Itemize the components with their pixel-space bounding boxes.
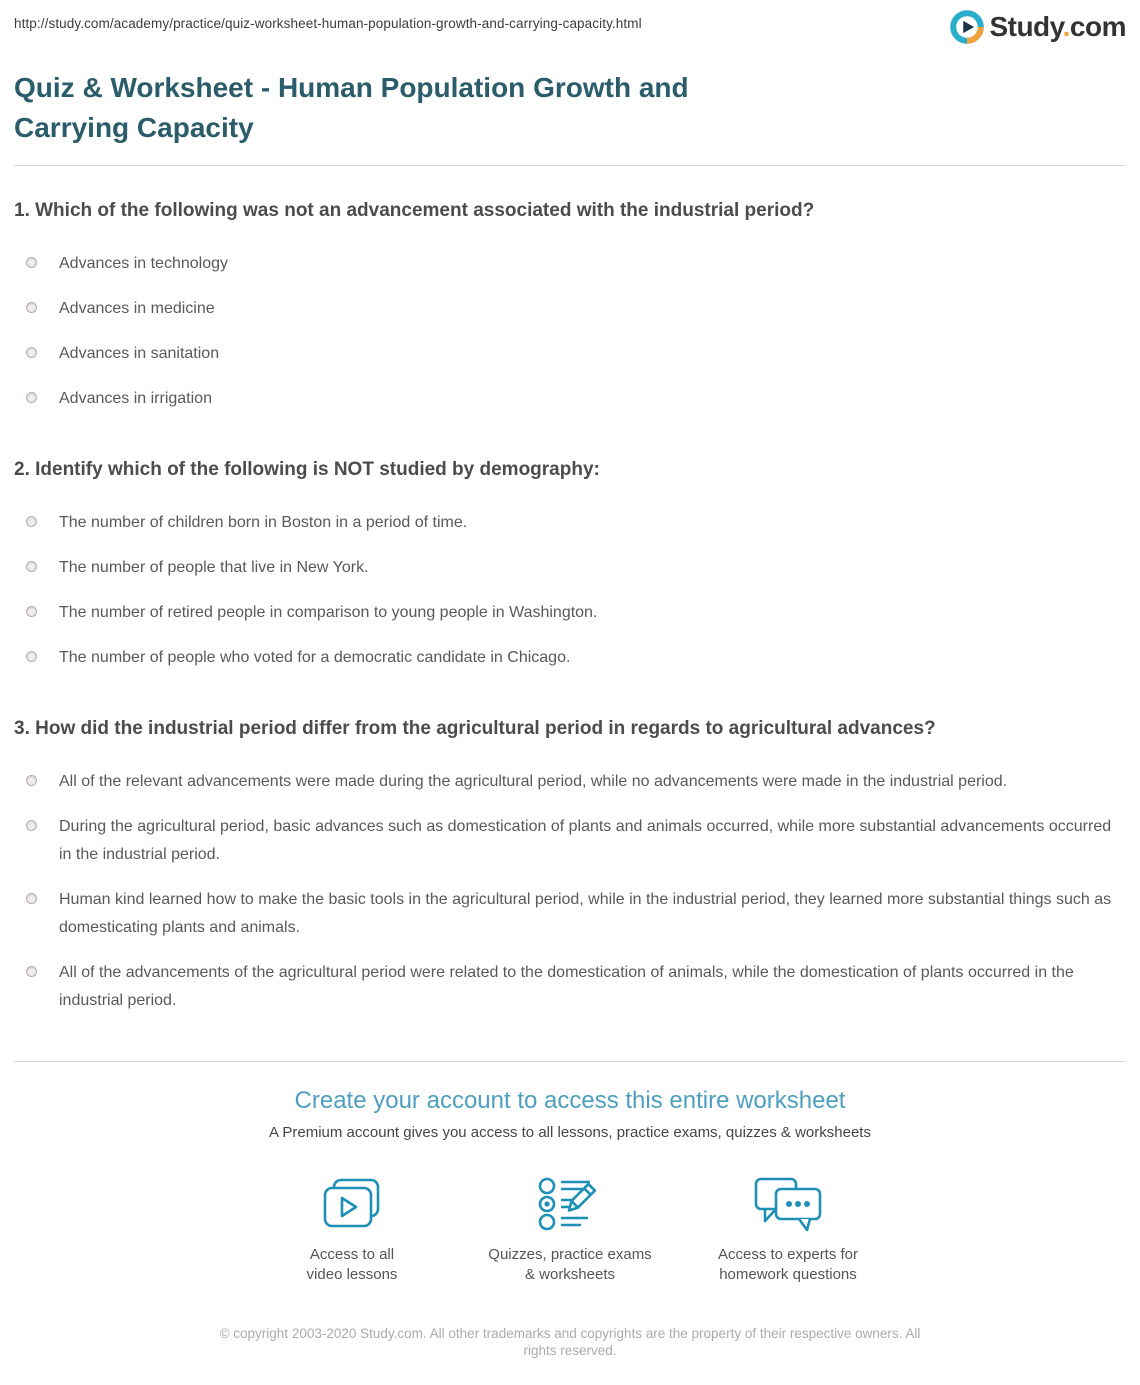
answer-option-row[interactable] [14,768,1126,796]
question-options [14,250,1126,413]
radio-button[interactable] [26,561,37,572]
page-url: http://study.com/academy/practice/quiz-worksheet-human-population-growth-and-carrying-capacity.html [14,16,642,31]
answer-option-label: The number of children born in Boston in a period of time. [59,514,468,531]
question-block [14,459,1126,672]
answer-option-label: Human kind learned how to make the basic tools in the agricultural period, while in the industrial period, they learned more substantial things such as domesticating plants and animals. [59,891,1112,936]
copyright-notice: © copyright 2003-2020 Study.com. All other trademarks and copyrights are the property of their respective owners. All rights reserved. [219,1326,921,1358]
answer-option-row[interactable] [14,959,1126,1015]
radio-button[interactable] [26,820,37,831]
answer-option-label: The number of people that live in New York. [59,559,369,576]
radio-button[interactable] [26,893,37,904]
question-heading: 2. Identify which of the following is NOT studied by demography: [14,459,600,480]
header [14,0,1126,44]
radio-button[interactable] [26,392,37,403]
video-lessons-icon [243,1173,461,1235]
radio-button[interactable] [26,347,37,358]
answer-option-row[interactable] [14,813,1126,869]
radio-button[interactable] [26,651,37,662]
title-divider [14,165,1126,166]
feature-list [14,1173,1126,1285]
question-heading: 3. How did the industrial period differ from the agricultural period in regards to agricultural advances? [14,718,936,739]
answer-option-label: The number of people who voted for a democratic candidate in Chicago. [59,649,571,666]
radio-button[interactable] [26,606,37,617]
question-heading: 1. Which of the following was not an advancement associated with the industrial period? [14,200,815,221]
feature-video-lessons [243,1173,461,1285]
answer-option-row[interactable] [14,644,1126,672]
answer-option-label: Advances in sanitation [59,345,220,362]
play-circle-icon [950,10,984,44]
radio-button[interactable] [26,302,37,313]
answer-option-label: All of the relevant advancements were made during the agricultural period, while no advancements were made in the industrial period. [59,773,1008,790]
answer-option-label: Advances in medicine [59,300,215,317]
radio-button[interactable] [26,775,37,786]
create-account-section [14,1062,1126,1285]
answer-option-row[interactable] [14,340,1126,368]
answer-option-row[interactable] [14,250,1126,278]
answer-option-row[interactable] [14,554,1126,582]
answer-option-label: During the agricultural period, basic advances such as domestication of plants and animals occurred, while more substantial advancements occurred in the industrial period. [59,818,1112,863]
page-title: Quiz & Worksheet - Human Population Growth and Carrying Capacity [14,72,689,143]
radio-button[interactable] [26,257,37,268]
studycom-logo[interactable] [950,10,1126,44]
answer-option-label: Advances in technology [59,255,228,272]
question-options [14,768,1126,1015]
chat-bubbles-icon [679,1173,897,1235]
feature-quizzes [461,1173,679,1285]
answer-option-row[interactable] [14,599,1126,627]
answer-option-row[interactable] [14,295,1126,323]
logo-wordmark: Study.com [989,11,1126,42]
feature-label: Access to all video lessons [306,1246,398,1283]
quiz-pencil-icon [461,1173,679,1235]
answer-option-label: The number of retired people in comparison to young people in Washington. [59,604,598,621]
radio-button[interactable] [26,516,37,527]
radio-button[interactable] [26,966,37,977]
feature-experts [679,1173,897,1285]
answer-option-row[interactable] [14,509,1126,537]
question-block [14,200,1126,413]
answer-option-label: Advances in irrigation [59,390,212,407]
quiz-questions [14,200,1126,1015]
question-options [14,509,1126,672]
answer-option-row[interactable] [14,886,1126,942]
feature-label: Quizzes, practice exams & worksheets [488,1246,652,1283]
feature-label: Access to experts for homework questions [717,1246,859,1283]
premium-subtitle: A Premium account gives you access to all lessons, practice exams, quizzes & worksheets [269,1124,871,1141]
answer-option-row[interactable] [14,385,1126,413]
question-block [14,718,1126,1015]
create-account-link[interactable]: Create your account to access this entire worksheet [294,1087,846,1114]
answer-option-label: All of the advancements of the agricultural period were related to the domestication of animals, while the domestication of plants occurred in the industrial period. [59,964,1074,1009]
